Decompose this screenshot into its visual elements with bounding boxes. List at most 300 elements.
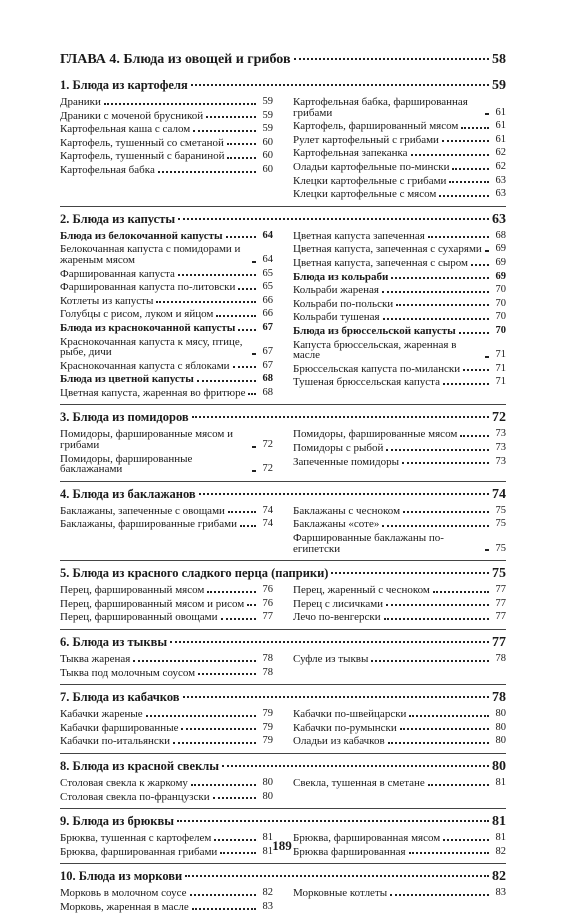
dot-leader (331, 572, 489, 574)
entry-page: 77 (495, 584, 506, 596)
entry-title: Брюква, фаршированная грибами (60, 845, 218, 858)
dot-leader (443, 383, 489, 385)
left-column (60, 97, 273, 200)
toc-entry (60, 599, 273, 610)
entry-title: Картофельная бабка, фаршированная грибами (293, 96, 468, 119)
entry-columns (60, 97, 506, 200)
toc-entry (293, 285, 506, 296)
toc-entry (293, 519, 506, 530)
section-divider (60, 481, 506, 482)
dot-leader (192, 416, 489, 418)
entry-page: 60 (262, 163, 273, 175)
toc-entry (60, 244, 273, 265)
entry-title: Блюда из кольраби (293, 270, 389, 283)
entry-title: Перец, жаренный с чесноком (293, 584, 430, 597)
entry-page: 67 (262, 321, 273, 333)
section-heading (60, 566, 506, 582)
section-title: 1. Блюда из картофеля (60, 78, 188, 92)
entry-page: 71 (495, 349, 506, 361)
entry-columns (60, 778, 506, 802)
right-column (293, 506, 506, 554)
toc-entry (293, 585, 506, 596)
entry-title: Кольраби по-польски (293, 297, 394, 310)
chapter-page: 58 (492, 52, 506, 67)
toc-entry (293, 148, 506, 159)
entry-page: 60 (262, 136, 273, 148)
entry-page: 80 (495, 735, 506, 747)
toc-entry (60, 709, 273, 720)
toc-entry (293, 736, 506, 747)
dot-leader (228, 511, 256, 513)
section-heading (60, 759, 506, 775)
section-title: 5. Блюда из красного сладкого перца (паприки) (60, 566, 329, 581)
entry-page: 68 (262, 373, 273, 385)
dot-leader (227, 143, 256, 145)
dot-leader (238, 288, 256, 290)
entry-page: 60 (262, 150, 273, 162)
left-column (60, 778, 273, 802)
toc-entry (60, 723, 273, 734)
entry-page: 65 (262, 281, 273, 293)
entry-title: Кольраби жареная (293, 284, 379, 297)
entry-title: Перец, фаршированный мясом и рисом (60, 597, 245, 610)
entry-page: 67 (262, 346, 273, 358)
page-number: 189 (272, 838, 292, 853)
toc-entry (60, 337, 273, 358)
entry-page: 66 (262, 308, 273, 320)
section-title: 9. Блюда из брюквы (60, 814, 174, 829)
toc-entry (293, 231, 506, 242)
toc-entry (60, 506, 273, 517)
entry-title: Драники с моченой брусникой (60, 109, 204, 122)
toc-entry (293, 97, 506, 118)
section-divider (60, 206, 506, 207)
dot-leader (227, 157, 256, 159)
entry-page: 70 (495, 311, 506, 323)
toc-entry (293, 533, 506, 554)
dot-leader (177, 820, 489, 822)
toc-entry (60, 778, 273, 789)
dot-leader (252, 470, 256, 472)
chapter-heading (60, 52, 506, 68)
entry-page: 77 (495, 597, 506, 609)
entry-title: Помидоры, фаршированные баклажанами (60, 452, 193, 476)
dot-leader (396, 304, 489, 306)
entry-title: Лечо по-венгерски (293, 611, 381, 624)
entry-page: 69 (495, 243, 506, 255)
entry-title: Помидоры с рыбой (293, 442, 384, 455)
entry-title: Цветная капуста, запеченная с сухарями (293, 243, 482, 256)
toc-entry (60, 151, 273, 162)
toc-entry (293, 612, 506, 623)
toc-entry (293, 272, 506, 283)
section-heading (60, 814, 506, 830)
dot-leader (382, 291, 489, 293)
section-page: 74 (492, 486, 506, 502)
entry-page: 62 (495, 160, 506, 172)
entry-title: Запеченные помидоры (293, 455, 399, 468)
entry-page: 72 (262, 463, 273, 475)
entry-page: 64 (262, 229, 273, 241)
entry-columns (60, 709, 506, 747)
entry-title: Кабачки фаршированные (60, 721, 179, 734)
entry-title: Баклажаны «соте» (293, 518, 380, 531)
toc-entry (60, 388, 273, 399)
entry-title: Баклажаны, запеченные с овощами (60, 504, 225, 517)
dot-leader (183, 696, 489, 698)
dot-leader (190, 894, 257, 896)
toc-entry (60, 97, 273, 108)
toc-entry (60, 736, 273, 747)
left-column (60, 506, 273, 554)
dot-leader (193, 130, 256, 132)
entry-title: Белокочанная капуста с помидорами и жареным мясом (60, 243, 241, 266)
section-heading (60, 635, 506, 651)
toc-entry (293, 244, 506, 255)
entry-title: Клецки картофельные с мясом (293, 188, 437, 201)
entry-page: 80 (262, 776, 273, 788)
section-page: 78 (492, 690, 506, 706)
entry-title: Брюссельская капуста по-милански (293, 362, 461, 375)
dot-leader (252, 446, 256, 448)
toc-entry (60, 296, 273, 307)
entry-title: Картофельная каша с салом (60, 123, 191, 136)
toc-entry (293, 364, 506, 375)
entry-title: Суфле из тыквы (293, 653, 369, 665)
entry-title: Тыква жареная (60, 653, 131, 665)
section-page: 81 (492, 814, 506, 830)
entry-title: Голубцы с рисом, луком и яйцом (60, 308, 214, 321)
section-title: 6. Блюда из тыквы (60, 635, 168, 649)
toc-section (60, 869, 506, 912)
dot-leader (252, 261, 256, 263)
entry-columns (60, 585, 506, 623)
section-divider (60, 808, 506, 809)
entry-title: Оладьи из кабачков (293, 735, 385, 748)
toc-entry (293, 377, 506, 388)
entry-page: 78 (495, 653, 506, 664)
entry-page: 61 (495, 120, 506, 132)
section-heading (60, 869, 506, 885)
entry-page: 72 (262, 439, 273, 451)
entry-page: 81 (262, 845, 273, 857)
toc-entry (60, 792, 273, 803)
dot-leader (459, 332, 489, 334)
toc-entry (60, 374, 273, 385)
dot-leader (199, 493, 489, 495)
entry-title: Кольраби тушеная (293, 311, 380, 324)
entry-title: Оладьи картофельные по-мински (293, 160, 450, 173)
toc-entry (60, 165, 273, 176)
entry-title: Перец, фаршированный овощами (60, 611, 218, 624)
entry-title: Помидоры, фаршированные мясом (293, 428, 458, 441)
table-of-contents (60, 52, 506, 913)
toc-section (60, 635, 506, 678)
toc-entry (293, 258, 506, 269)
entry-page: 81 (495, 776, 506, 788)
toc-entry (293, 457, 506, 468)
right-column (293, 709, 506, 747)
entry-title: Морковь в молочном соусе (60, 887, 187, 900)
dot-leader (226, 236, 256, 238)
section-heading (60, 410, 506, 426)
section-page: 63 (492, 211, 506, 227)
entry-title: Баклажаны с чесноком (293, 504, 401, 517)
entry-title: Кабачки по-румынски (293, 721, 397, 734)
entry-title: Перец, фаршированный мясом (60, 584, 205, 597)
entry-page: 80 (495, 708, 506, 720)
section-title: 2. Блюда из капусты (60, 211, 176, 226)
section-title: 3. Блюда из помидоров (60, 410, 189, 425)
chapter-title: ГЛАВА 4. Блюда из овощей и грибов (60, 52, 291, 67)
dot-leader (173, 742, 256, 744)
entry-page: 70 (495, 297, 506, 309)
entry-title: Капуста брюссельская, жаренная в масле (293, 338, 457, 362)
dot-leader (191, 84, 489, 86)
entry-page: 70 (495, 324, 506, 336)
section-page: 77 (492, 635, 506, 650)
dot-leader (206, 116, 256, 118)
toc-entry (60, 361, 273, 372)
toc-entry (60, 231, 273, 242)
dot-leader (383, 318, 489, 320)
dot-leader (198, 673, 256, 675)
entry-page: 80 (495, 721, 506, 733)
entry-page: 71 (495, 362, 506, 374)
entry-title: Баклажаны, фаршированные грибами (60, 518, 237, 531)
dot-leader (411, 154, 489, 156)
section-heading (60, 212, 506, 228)
entry-title: Картофельная бабка (60, 163, 155, 176)
dot-leader (402, 462, 489, 464)
dot-leader (485, 250, 489, 252)
entry-page: 76 (262, 584, 273, 596)
dot-leader (192, 908, 256, 910)
entry-title: Кабачки по-швейцарски (293, 708, 407, 721)
toc-section (60, 759, 506, 802)
entry-page: 82 (495, 845, 506, 857)
section-divider (60, 629, 506, 630)
toc-entry (60, 138, 273, 149)
dot-leader (156, 301, 256, 303)
entry-page: 73 (495, 455, 506, 467)
entry-page: 71 (495, 376, 506, 388)
dot-leader (428, 784, 489, 786)
toc-entry (60, 309, 273, 320)
toc-entry (293, 299, 506, 310)
entry-page: 69 (495, 256, 506, 268)
dot-leader (384, 618, 489, 620)
entry-title: Свекла, тушенная в сметане (293, 776, 425, 789)
entry-title: Котлеты из капусты (60, 294, 154, 307)
entry-page: 59 (262, 109, 273, 121)
dot-leader (133, 660, 256, 662)
section-heading (60, 690, 506, 706)
section-title: 7. Блюда из кабачков (60, 690, 180, 705)
right-column (293, 231, 506, 399)
section-divider (60, 560, 506, 561)
entry-title: Цветная капуста, жаренная во фритюре (60, 386, 246, 399)
toc-entry (60, 888, 273, 899)
toc-entry (293, 340, 506, 361)
entry-page: 78 (262, 653, 273, 664)
toc-entry (60, 111, 273, 122)
entry-title: Брюква, фаршированная мясом (293, 832, 441, 845)
entry-page: 70 (495, 284, 506, 296)
entry-page: 73 (495, 428, 506, 440)
dot-leader (428, 236, 489, 238)
left-column (60, 709, 273, 747)
entry-page: 79 (262, 735, 273, 747)
entry-page: 80 (262, 790, 273, 802)
entry-title: Фаршированная капуста по-литовски (60, 281, 236, 294)
section-page: 72 (492, 410, 506, 426)
left-column (60, 231, 273, 399)
toc-entry (293, 162, 506, 173)
dot-leader (197, 380, 256, 382)
entry-title: Тушеная брюссельская капуста (293, 376, 440, 389)
toc-entry (293, 312, 506, 323)
dot-leader (433, 591, 489, 593)
entry-columns (60, 429, 506, 474)
dot-leader (240, 525, 256, 527)
dot-leader (178, 218, 489, 220)
dot-leader (460, 435, 489, 437)
dot-leader (170, 641, 489, 643)
dot-leader (452, 168, 489, 170)
dot-leader (442, 140, 489, 142)
entry-title: Перец с лисичками (293, 597, 384, 610)
section-page: 80 (492, 758, 506, 774)
right-column (293, 97, 506, 200)
toc-entry (293, 135, 506, 146)
entry-page: 83 (495, 887, 506, 899)
right-column (293, 585, 506, 623)
toc-section (60, 566, 506, 623)
section-page: 75 (492, 566, 506, 582)
entry-title: Столовая свекла по-французски (60, 790, 210, 803)
dot-leader (191, 784, 256, 786)
dot-leader (181, 728, 256, 730)
entry-page: 65 (262, 267, 273, 279)
toc-entry (60, 585, 273, 596)
toc-entry (60, 612, 273, 623)
entry-page: 79 (262, 708, 273, 720)
dot-leader (221, 618, 256, 620)
toc-entry (60, 269, 273, 280)
entry-page: 78 (262, 666, 273, 678)
section-heading (60, 78, 506, 94)
entry-title: Фаршированная капуста (60, 267, 175, 280)
dot-leader (463, 369, 489, 371)
left-column (60, 654, 273, 678)
entry-columns (60, 654, 506, 678)
entry-page: 75 (495, 504, 506, 516)
entry-title: Блюда из белокочанной капусты (60, 229, 223, 242)
dot-leader (252, 353, 256, 355)
dot-leader (247, 604, 256, 606)
entry-page: 61 (495, 133, 506, 145)
toc-entry (293, 778, 506, 789)
entry-page: 82 (262, 887, 273, 899)
entry-title: Кабачки жареные (60, 708, 143, 721)
sections-list (60, 78, 506, 913)
entry-page: 59 (262, 96, 273, 107)
dot-leader (400, 728, 489, 730)
section-title: 4. Блюда из баклажанов (60, 486, 196, 501)
toc-section (60, 487, 506, 554)
left-column (60, 585, 273, 623)
dot-leader (390, 894, 489, 896)
entry-title: Картофель, тушенный с бараниной (60, 150, 225, 163)
entry-page: 68 (495, 229, 506, 241)
entry-title: Картофельная запеканка (293, 147, 408, 160)
toc-section (60, 690, 506, 747)
toc-entry (293, 189, 506, 200)
toc-entry (293, 443, 506, 454)
section-page: 59 (492, 78, 506, 93)
dot-leader (386, 449, 489, 451)
entry-page: 81 (262, 832, 273, 844)
toc-section (60, 410, 506, 474)
entry-page: 73 (495, 442, 506, 454)
entry-title: Тыква под молочным соусом (60, 666, 196, 679)
entry-page: 64 (262, 253, 273, 265)
right-column (293, 654, 506, 678)
entry-title: Драники (60, 96, 101, 108)
dot-leader (185, 875, 489, 877)
entry-page: 77 (262, 611, 273, 623)
toc-entry (60, 654, 273, 665)
section-divider (60, 684, 506, 685)
toc-entry (293, 121, 506, 132)
entry-page: 74 (262, 504, 273, 516)
dot-leader (449, 181, 489, 183)
entry-page: 68 (262, 386, 273, 398)
entry-title: Фаршированные баклажаны по-египетски (293, 532, 444, 555)
entry-title: Цветная капуста, запеченная с сыром (293, 256, 468, 269)
entry-title: Блюда из краснокочанной капусты (60, 321, 236, 334)
entry-title: Блюда из брюссельской капусты (293, 324, 456, 337)
toc-section (60, 212, 506, 399)
dot-leader (403, 511, 489, 513)
entry-page: 59 (262, 123, 273, 135)
entry-page: 75 (495, 542, 506, 554)
entry-title: Рулет картофельный с грибами (293, 133, 439, 146)
dot-leader (485, 356, 489, 358)
dot-leader (386, 604, 489, 606)
entry-page: 81 (495, 832, 506, 844)
entry-page: 67 (262, 359, 273, 371)
left-column (60, 888, 273, 912)
right-column (293, 888, 506, 912)
dot-leader (371, 660, 489, 662)
section-title: 10. Блюда из моркови (60, 869, 183, 884)
toc-entry (293, 709, 506, 720)
entry-title: Картофель, фаршированный мясом (293, 120, 459, 133)
entry-page: 79 (262, 721, 273, 733)
toc-entry (293, 506, 506, 517)
entry-title: Картофель, тушенный со сметаной (60, 136, 224, 149)
section-divider (60, 753, 506, 754)
dot-leader (388, 742, 489, 744)
dot-leader (471, 264, 489, 266)
entry-page: 63 (495, 174, 506, 186)
dot-leader (294, 58, 489, 60)
dot-leader (178, 274, 256, 276)
toc-entry (293, 888, 506, 899)
dot-leader (409, 715, 489, 717)
